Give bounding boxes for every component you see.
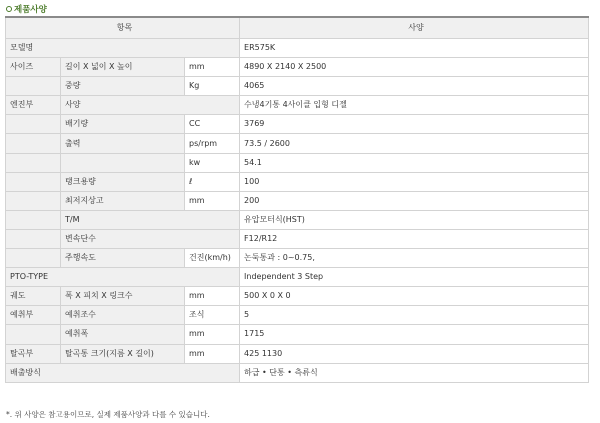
row-value: 500 X 0 X 0: [240, 287, 589, 306]
footnote: *. 위 사양은 참고용이므로, 실제 제품사양과 다를 수 있습니다.: [6, 410, 210, 419]
row-sub-label: 최저지상고: [61, 191, 185, 210]
row-group-label: 궤도: [6, 287, 61, 306]
row-unit: 조식: [185, 306, 240, 325]
row-unit: CC: [185, 115, 240, 134]
row-group-label: 사이즈: [6, 58, 61, 77]
row-sub-label: 길이 X 넓이 X 높이: [61, 58, 185, 77]
row-label: 모델명: [6, 39, 240, 58]
row-value: ER575K: [240, 39, 589, 58]
table-row: [6, 153, 589, 172]
row-group-label: [6, 77, 61, 96]
row-unit: Kg: [185, 77, 240, 96]
row-unit: kw: [185, 153, 240, 172]
row-value: 100: [240, 172, 589, 191]
row-value: 1715: [240, 325, 589, 344]
row-value: Independent 3 Step: [240, 268, 589, 287]
row-unit: mm: [185, 325, 240, 344]
row-group-label: [6, 191, 61, 210]
table-row: [6, 325, 589, 344]
row-sub-label: 폭 X 피치 X 링크수: [61, 287, 185, 306]
row-group-label: [6, 249, 61, 268]
row-value: 4890 X 2140 X 2500: [240, 58, 589, 77]
table-row: [6, 77, 589, 96]
header-spec: 사양: [240, 17, 589, 39]
row-sub-label: 중량: [61, 77, 185, 96]
row-group-label: [6, 153, 61, 172]
row-value: 논둑통과 : 0~0.75,: [240, 249, 589, 268]
row-value: 73.5 / 2600: [240, 134, 589, 153]
table-row: [6, 268, 589, 287]
table-row: [6, 287, 589, 306]
table-row: [6, 58, 589, 77]
circle-bullet-icon: [6, 6, 12, 12]
row-value: 425 1130: [240, 344, 589, 363]
row-sub-label: 탈곡통 크기(지름 X 길이): [61, 344, 185, 363]
row-sub-label: 예취조수: [61, 306, 185, 325]
table-row: [6, 134, 589, 153]
row-group-label: 엔진부: [6, 96, 61, 115]
row-unit: ℓ: [185, 172, 240, 191]
row-value: 4065: [240, 77, 589, 96]
table-row: [6, 344, 589, 363]
section-title: [6, 3, 47, 15]
row-sub-label: T/M: [61, 210, 240, 229]
row-sub-label: 사양: [61, 96, 240, 115]
row-value: F12/R12: [240, 229, 589, 248]
row-value: 200: [240, 191, 589, 210]
header-item: 항목: [6, 17, 240, 39]
row-value: 3769: [240, 115, 589, 134]
row-group-label: 예취부: [6, 306, 61, 325]
table-row: [6, 172, 589, 191]
row-unit: mm: [185, 191, 240, 210]
row-group-label: [6, 325, 61, 344]
row-sub-label: 예취폭: [61, 325, 185, 344]
row-group-label: [6, 172, 61, 191]
table-row: [6, 191, 589, 210]
row-group-label: [6, 210, 61, 229]
table-row: [6, 39, 589, 58]
row-sub-label: 배기량: [61, 115, 185, 134]
table-row: [6, 249, 589, 268]
row-group-label: [6, 115, 61, 134]
row-unit: ps/rpm: [185, 134, 240, 153]
row-label: PTO-TYPE: [6, 268, 240, 287]
row-value: 54.1: [240, 153, 589, 172]
table-row: [6, 96, 589, 115]
row-value: 5: [240, 306, 589, 325]
table-row: [6, 115, 589, 134]
table-row: [6, 363, 589, 382]
row-unit: mm: [185, 344, 240, 363]
row-unit: mm: [185, 58, 240, 77]
row-unit: 건진(km/h): [185, 249, 240, 268]
table-row: [6, 210, 589, 229]
row-sub-label: 변속단수: [61, 229, 240, 248]
row-sub-label: [61, 153, 185, 172]
table-row: [6, 229, 589, 248]
row-unit: mm: [185, 287, 240, 306]
row-value: 수냉4기통 4사이클 입형 디젤: [240, 96, 589, 115]
row-group-label: 탈곡부: [6, 344, 61, 363]
row-group-label: [6, 229, 61, 248]
section-title-text: 제품사양: [14, 5, 47, 15]
row-value: 하급 • 단통 • 측류식: [240, 363, 589, 382]
row-group-label: [6, 134, 61, 153]
row-value: 유압모터식(HST): [240, 210, 589, 229]
spec-table: [5, 16, 589, 383]
table-header-row: [6, 17, 589, 39]
row-sub-label: 탱크용량: [61, 172, 185, 191]
table-row: [6, 306, 589, 325]
row-sub-label: 주행속도: [61, 249, 185, 268]
row-label: 배출방식: [6, 363, 240, 382]
row-sub-label: 출력: [61, 134, 185, 153]
